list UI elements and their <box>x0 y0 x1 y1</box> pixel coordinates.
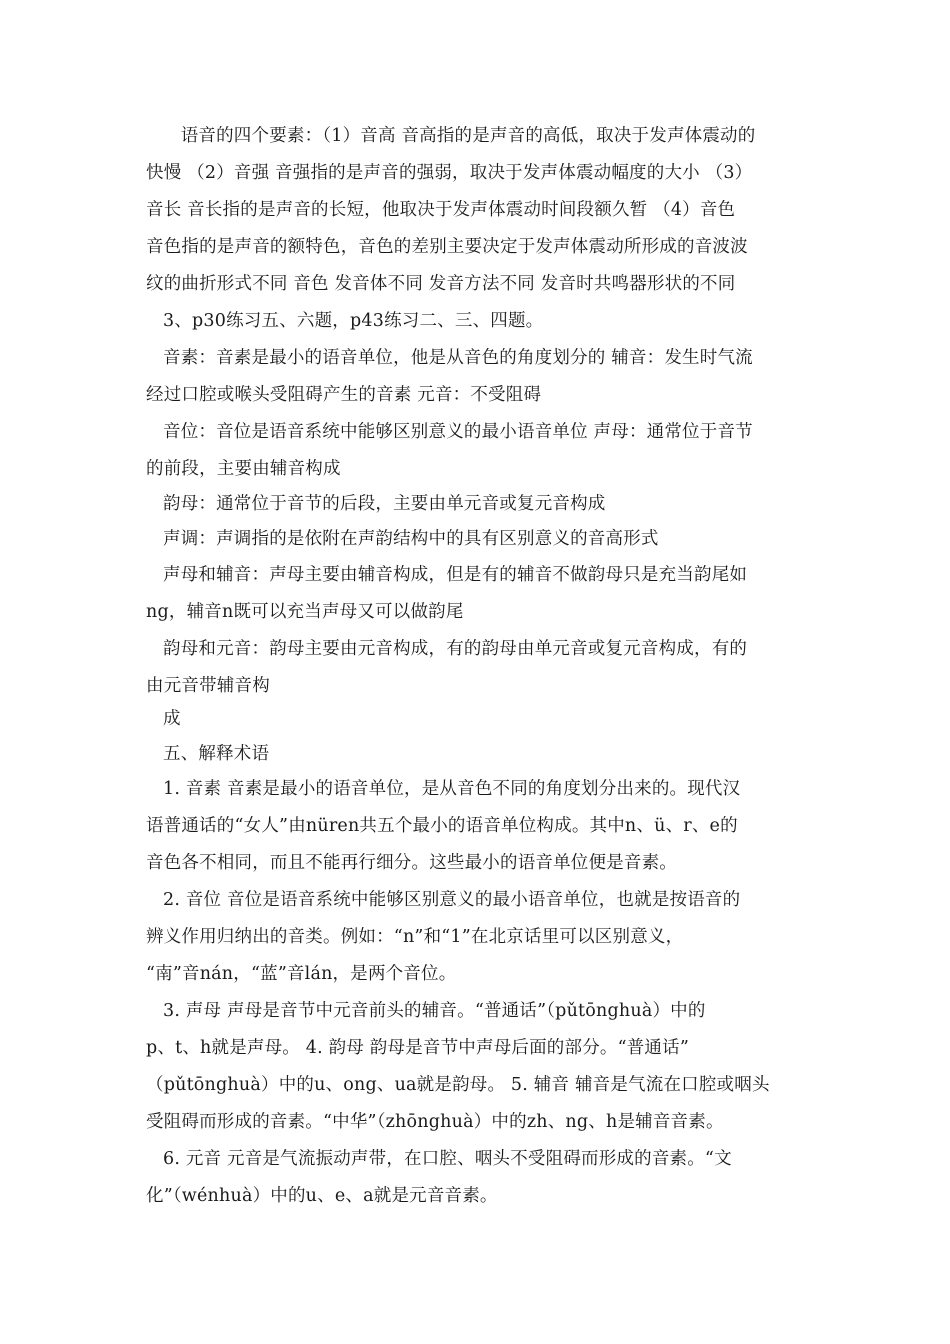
text-line: 的前段，主要由辅音构成 <box>146 459 341 479</box>
text-line: 音色各不相同，而且不能再行细分。这些最小的语音单位便是音素。 <box>146 853 677 873</box>
text-line: 音位：音位是语音系统中能够区别意义的最小语音单位 声母：通常位于音节 <box>163 422 753 442</box>
text-line: 1. 音素 音素是最小的语音单位，是从音色不同的角度划分出来的。现代汉 <box>163 779 741 799</box>
text-line: 音长 音长指的是声音的长短，他取决于发声体震动时间段额久暂 （4）音色 <box>146 200 736 220</box>
text-line: 声母和辅音：声母主要由辅音构成，但是有的辅音不做韵母只是充当韵尾如 <box>163 565 748 585</box>
text-line: 成 <box>163 709 181 729</box>
text-line: 辨义作用归纳出的音类。例如：“n”和“1”在北京话里可以区别意义， <box>146 927 684 947</box>
text-line: 音色指的是声音的额特色，音色的差别主要决定于发声体震动所形成的音波波 <box>146 237 748 257</box>
text-line: 快慢 （2）音强 音强指的是声音的强弱，取决于发声体震动幅度的大小 （3） <box>146 163 753 183</box>
text-line: 音素：音素是最小的语音单位，他是从音色的角度划分的 辅音：发生时气流 <box>163 348 753 368</box>
text-line: 6. 元音 元音是气流振动声带，在口腔、咽头不受阻碍而形成的音素。“文 <box>163 1149 732 1169</box>
text-line: 语音的四个要素：（1）音高 音高指的是声音的高低，取决于发声体震动的 <box>163 126 756 146</box>
section-heading: 五、解释术语 <box>163 744 270 764</box>
text-line: 受阻碍而形成的音素。“中华”（zhōnghuà）中的zh、ng、h是辅音音素。 <box>146 1112 724 1132</box>
text-line: ng，辅音n既可以充当声母又可以做韵尾 <box>146 602 464 622</box>
text-line: 3. 声母 声母是音节中元音前头的辅音。“普通话”（pǔtōnghuà）中的 <box>163 1001 706 1021</box>
text-line: 声调：声调指的是依附在声韵结构中的具有区别意义的音高形式 <box>163 529 659 549</box>
text-line: 韵母：通常位于音节的后段，主要由单元音或复元音构成 <box>163 494 606 514</box>
text-line: （pǔtōnghuà）中的u、ong、ua就是韵母。 5. 辅音 辅音是气流在口腔或咽头 <box>146 1075 770 1095</box>
text-line: 语普通话的“女人”由nüren共五个最小的语音单位构成。其中n、ü、r、e的 <box>146 816 738 836</box>
text-line: 由元音带辅音构 <box>146 676 270 696</box>
text-line: 2. 音位 音位是语音系统中能够区别意义的最小语音单位，也就是按语音的 <box>163 890 741 910</box>
text-line: 3、p30练习五、六题，p43练习二、三、四题。 <box>163 311 544 331</box>
text-line: 纹的曲折形式不同 音色 发音体不同 发音方法不同 发音时共鸣器形状的不同 <box>146 274 736 294</box>
text-line: 化”（wénhuà）中的u、e、a就是元音音素。 <box>146 1186 498 1206</box>
text-line: 经过口腔或喉头受阻碍产生的音素 元音：不受阻碍 <box>146 385 542 405</box>
text-line: 韵母和元音：韵母主要由元音构成，有的韵母由单元音或复元音构成，有的 <box>163 639 748 659</box>
text-line: “南”音nán，“蓝”音lán，是两个音位。 <box>146 964 457 984</box>
text-line: p、t、h就是声母。 4. 韵母 韵母是音节中声母后面的部分。“普通话” <box>146 1038 689 1058</box>
